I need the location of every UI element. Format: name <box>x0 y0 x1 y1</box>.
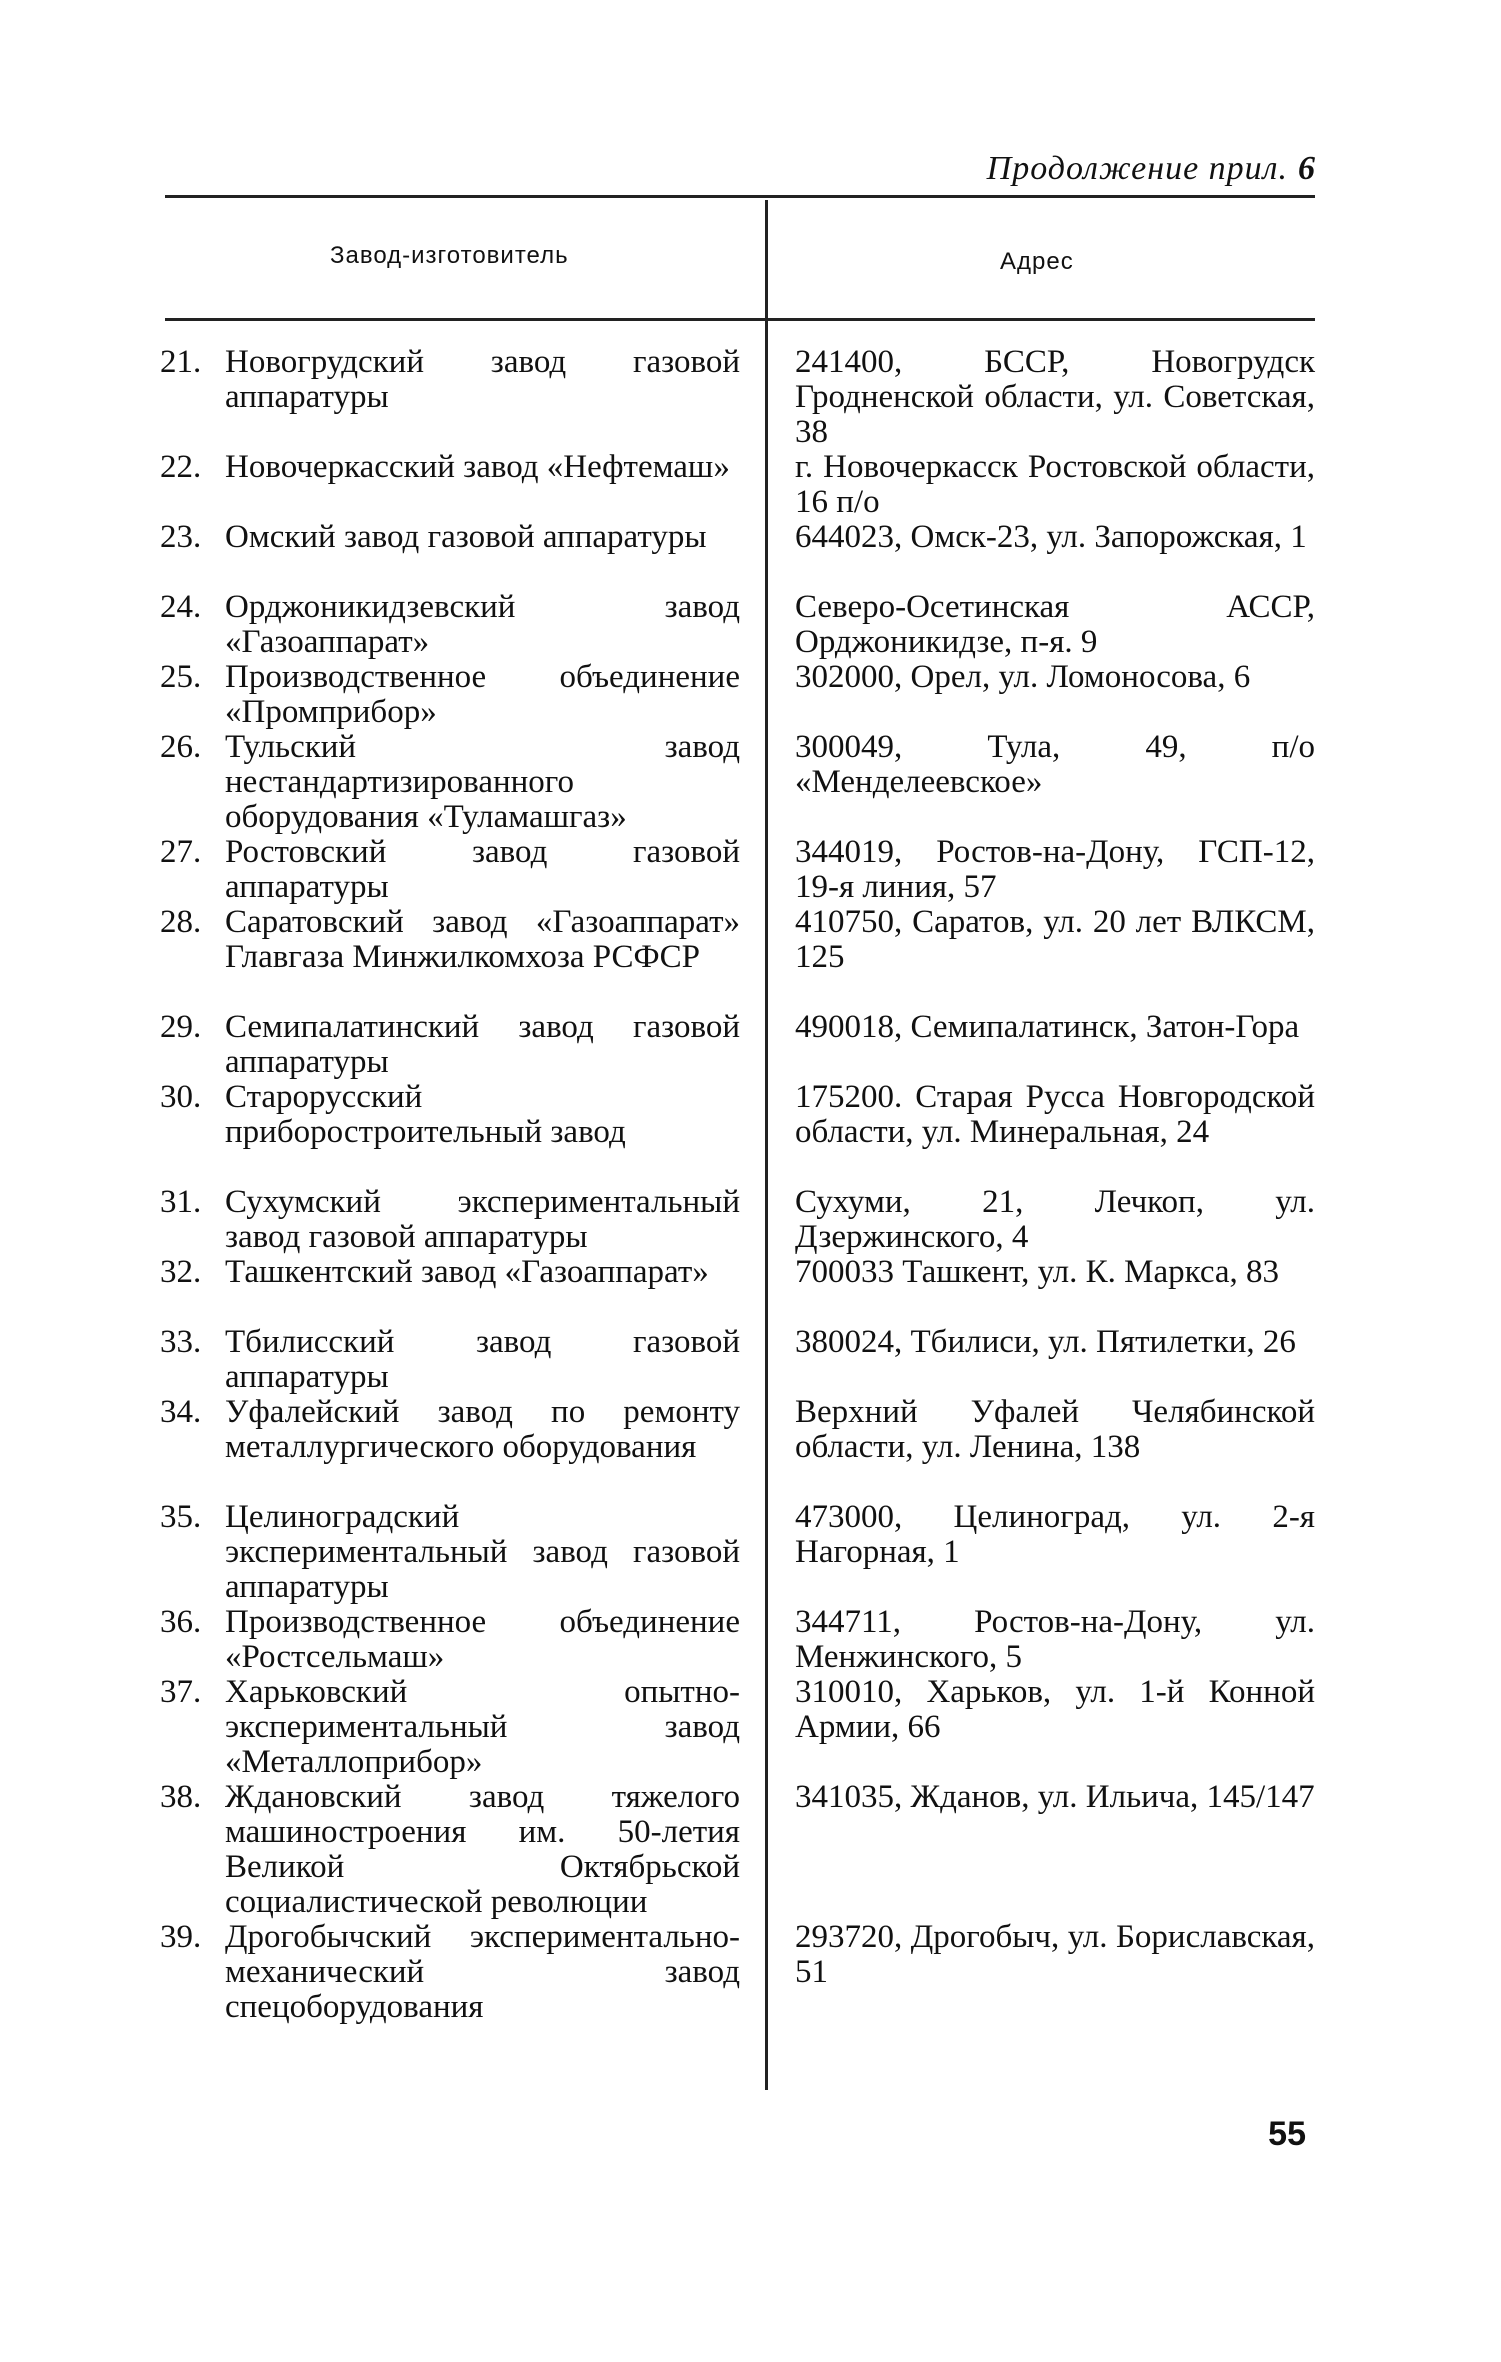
factory-name: Тульский завод нестандартизированного оборудования «Туламашгаз» <box>225 729 740 835</box>
factory-address: Северо-Осетинская АССР, Орджоникидзе, п-я. 9 <box>795 589 1315 660</box>
factory-name: Орджоникидзевский завод «Газоаппарат» <box>225 589 740 660</box>
row-number: 36. <box>160 1604 202 1640</box>
factory-name: Саратовский завод «Газоаппарат» Главгаза Минжилкомхоза РСФСР <box>225 904 740 975</box>
factory-address: 410750, Саратов, ул. 20 лет ВЛКСМ, 125 <box>795 904 1315 975</box>
factory-address: Сухуми, 21, Лечкоп, ул. Дзержинского, 4 <box>795 1184 1315 1255</box>
row-number: 28. <box>160 904 202 940</box>
row-number: 23. <box>160 519 202 555</box>
factory-address: 310010, Харьков, ул. 1-й Конной Армии, 66 <box>795 1674 1315 1745</box>
factory-name: Целиноградский экспериментальный завод газовой аппаратуры <box>225 1499 740 1605</box>
factory-name: Ташкентский завод «Газоаппарат» <box>225 1254 709 1290</box>
factory-name: Дрогобычский экспериментально-механический завод спецоборудования <box>225 1919 740 2025</box>
row-number: 29. <box>160 1009 202 1045</box>
factory-address: 344019, Ростов-на-Дону, ГСП-12, 19-я линия, 57 <box>795 834 1315 905</box>
row-number: 31. <box>160 1184 202 1220</box>
factory-name: Старорусский приборостроительный завод <box>225 1079 626 1150</box>
factory-address: 341035, Жданов, ул. Ильича, 145/147 <box>795 1779 1315 1815</box>
factory-address: 241400, БССР, Новогрудск Гродненской области, ул. Советская, 38 <box>795 344 1315 450</box>
factory-name: Ждановский завод тяжелого машиностроения им. 50-летия Великой Октябрьской социалистической революции <box>225 1779 740 1920</box>
factory-name: Семипалатинский завод газовой аппаратуры <box>225 1009 740 1080</box>
factory-name: Сухумский экспериментальный завод газовой аппаратуры <box>225 1184 740 1255</box>
factory-name: Производственное объединение «Ростсельмаш» <box>225 1604 740 1675</box>
factory-address: 175200. Старая Русса Новгородской области, ул. Минеральная, 24 <box>795 1079 1315 1150</box>
factory-name: Харьковский опытно-экспериментальный завод «Металлоприбор» <box>225 1674 740 1780</box>
row-number: 35. <box>160 1499 202 1535</box>
continuation-header <box>987 150 1316 188</box>
row-number: 39. <box>160 1919 202 1955</box>
row-number: 32. <box>160 1254 202 1290</box>
column-header-address: Адрес <box>1000 248 1074 275</box>
row-number: 27. <box>160 834 202 870</box>
page-number: 55 <box>1268 2115 1306 2153</box>
header-bottom-rule <box>165 318 1315 321</box>
row-number: 21. <box>160 344 202 380</box>
factory-address: 473000, Целиноград, ул. 2-я Нагорная, 1 <box>795 1499 1315 1570</box>
factory-name: Новочеркасский завод «Нефтемаш» <box>225 449 730 485</box>
factory-address: 302000, Орел, ул. Ломоносова, 6 <box>795 659 1251 695</box>
row-number: 25. <box>160 659 202 695</box>
factory-address: 344711, Ростов-на-Дону, ул. Менжинского, 5 <box>795 1604 1315 1675</box>
row-number: 34. <box>160 1394 202 1430</box>
factory-address: 700033 Ташкент, ул. К. Маркса, 83 <box>795 1254 1280 1290</box>
row-number: 30. <box>160 1079 202 1115</box>
factory-name: Омский завод газовой аппаратуры <box>225 519 707 555</box>
factory-name: Ростовский завод газовой аппаратуры <box>225 834 740 905</box>
factory-name: Производственное объединение «Промприбор» <box>225 659 740 730</box>
row-number: 26. <box>160 729 202 765</box>
table-top-rule <box>165 195 1315 198</box>
column-divider <box>765 200 768 2090</box>
factory-name: Тбилисский завод газовой аппаратуры <box>225 1324 740 1395</box>
row-number: 22. <box>160 449 202 485</box>
column-header-factory: Завод-изготовитель <box>330 242 569 269</box>
factory-address: Верхний Уфалей Челябинской области, ул. Ленина, 138 <box>795 1394 1315 1465</box>
factory-address: г. Новочеркасск Ростовской области, 16 п/о <box>795 449 1315 520</box>
factory-name: Уфалейский завод по ремонту металлургического оборудования <box>225 1394 740 1465</box>
row-number: 33. <box>160 1324 202 1360</box>
factory-address: 380024, Тбилиси, ул. Пятилетки, 26 <box>795 1324 1296 1360</box>
factory-address: 490018, Семипалатинск, Затон-Гора <box>795 1009 1300 1045</box>
continuation-title: Продолжение прил. <box>986 150 1288 187</box>
appendix-number: 6 <box>1298 150 1316 187</box>
row-number: 38. <box>160 1779 202 1815</box>
row-number: 37. <box>160 1674 202 1710</box>
factory-address: 300049, Тула, 49, п/о «Менделеевское» <box>795 729 1315 800</box>
factory-name: Новогрудский завод газовой аппаратуры <box>225 344 740 415</box>
factory-address: 644023, Омск-23, ул. Запорожская, 1 <box>795 519 1307 555</box>
factory-address: 293720, Дрогобыч, ул. Бориславская, 51 <box>795 1919 1315 1990</box>
row-number: 24. <box>160 589 202 625</box>
